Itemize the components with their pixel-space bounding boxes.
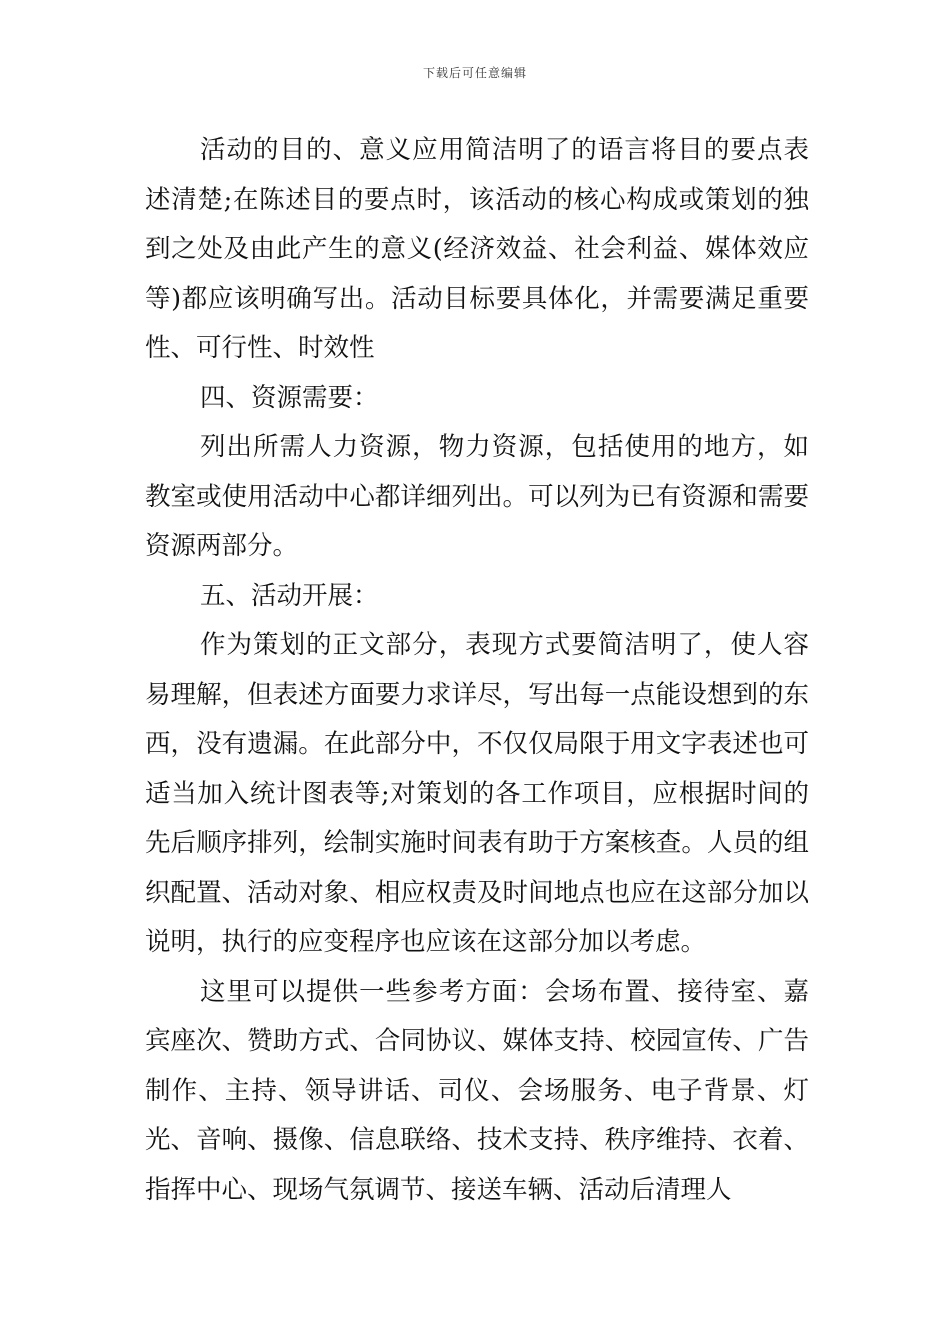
page-header: 下载后可任意编辑: [422, 66, 527, 80]
section-heading-activity: 五、活动开展：: [200, 580, 379, 611]
section-heading-resources: 四、资源需要：: [200, 382, 379, 413]
paragraph-purpose: 活动的目的、意义应用简洁明了的语言将目的要点表述清楚;在陈述目的要点时，该活动的核心构成或策划的独到之处及由此产生的意义(经济效益、社会利益、媒体效应等)都应该明确写出。活动目标要具体化，并需要满足重要性、可行性、时效性: [145, 135, 809, 363]
paragraph-activity: 作为策划的正文部分，表现方式要简洁明了，使人容易理解，但表述方面要力求详尽，写出每一点能设想到的东西，没有遗漏。在此部分中，不仅仅局限于用文字表述也可适当加入统计图表等;对策划的各工作项目，应根据时间的先后顺序排列，绘制实施时间表有助于方案核查。人员的组织配置、活动对象、相应权责及时间地点也应在这部分加以说明，执行的应变程序也应该在这部分加以考虑。: [145, 630, 809, 957]
document-body: [145, 126, 809, 1215]
paragraph-reference-aspects: 这里可以提供一些参考方面：会场布置、接待室、嘉宾座次、赞助方式、合同协议、媒体支持、校园宣传、广告制作、主持、领导讲话、司仪、会场服务、电子背景、灯光、音响、摄像、信息联络、技术支持、秩序维持、衣着、指挥中心、现场气氛调节、接送车辆、活动后清理人: [145, 976, 809, 1205]
paragraph-resources: 列出所需人力资源，物力资源，包括使用的地方，如教室或使用活动中心都详细列出。可以列为已有资源和需要资源两部分。: [145, 432, 809, 561]
